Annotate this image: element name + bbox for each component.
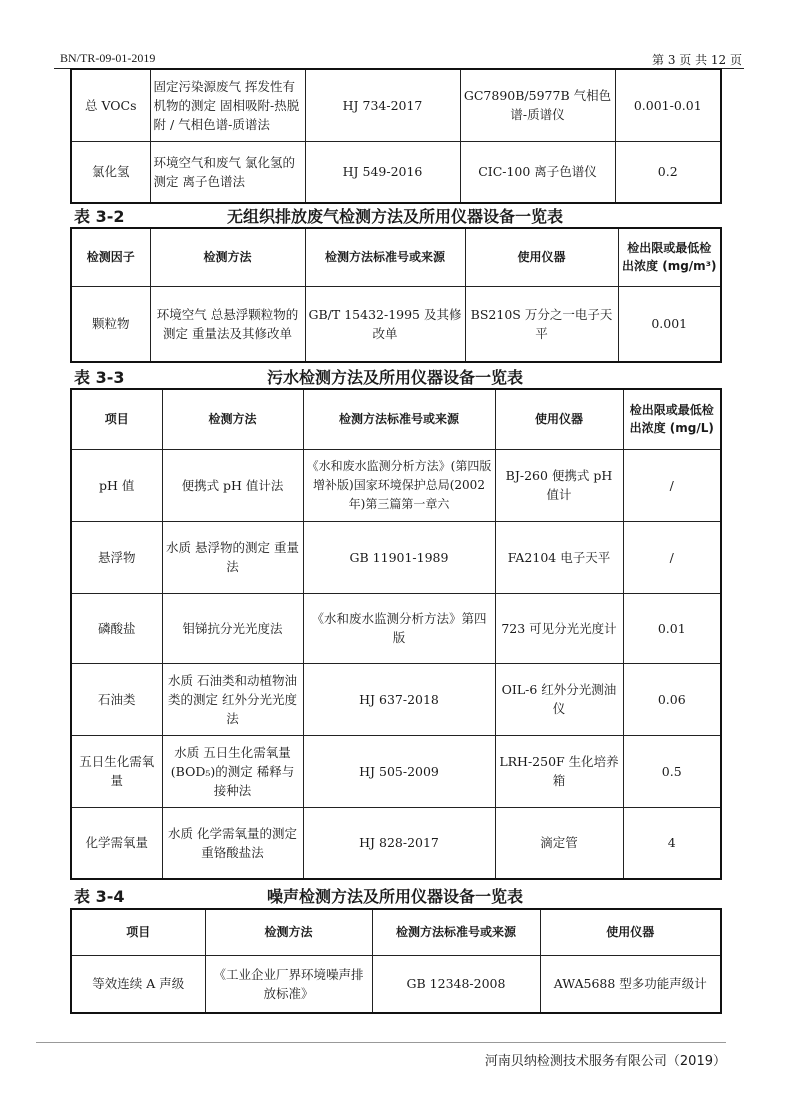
cell: OIL-6 红外分光测油仪 — [495, 663, 623, 735]
cell: 0.06 — [623, 663, 721, 735]
table-row — [71, 141, 721, 203]
page-footer — [485, 1050, 726, 1069]
table-row — [71, 593, 721, 663]
column-header: 检测因子 — [71, 228, 150, 286]
table-caption — [70, 364, 720, 386]
cell: GB 12348-2008 — [372, 955, 540, 1013]
table-row — [71, 521, 721, 593]
column-header: 使用仪器 — [465, 228, 618, 286]
table-title: 无组织排放废气检测方法及所用仪器设备一览表 — [226, 207, 563, 226]
table-title: 污水检测方法及所用仪器设备一览表 — [266, 368, 523, 387]
cell: / — [623, 521, 721, 593]
company-name: 河南贝纳检测技术服务有限公司（2019） — [484, 1054, 726, 1069]
column-header: 检出限或最低检出浓度 (mg/L) — [623, 389, 721, 449]
cell: 水质 五日生化需氧量(BOD₅)的测定 稀释与接种法 — [162, 735, 303, 807]
cell: 《水和废水监测分析方法》(第四版增补版)国家环境保护总局(2002 年)第三篇第一章六 — [303, 449, 495, 521]
column-header: 检出限或最低检出浓度 (mg/m³) — [618, 228, 721, 286]
cell: AWA5688 型多功能声级计 — [540, 955, 721, 1013]
table-row — [71, 807, 721, 879]
column-header: 检测方法 — [205, 909, 372, 955]
table-row — [71, 69, 721, 141]
cell: 0.5 — [623, 735, 721, 807]
cell: 《水和废水监测分析方法》第四版 — [303, 593, 495, 663]
cell: 环境空气 总悬浮颗粒物的测定 重量法及其修改单 — [150, 286, 305, 362]
cell: 颗粒物 — [71, 286, 150, 362]
cell: HJ 828-2017 — [303, 807, 495, 879]
page-header — [54, 50, 744, 69]
cell: 石油类 — [71, 663, 162, 735]
cell: 磷酸盐 — [71, 593, 162, 663]
cell: FA2104 电子天平 — [495, 521, 623, 593]
cell: 0.01 — [623, 593, 721, 663]
cell: 悬浮物 — [71, 521, 162, 593]
cell: LRH-250F 生化培养箱 — [495, 735, 623, 807]
table-number: 表 3-4 — [74, 887, 125, 906]
cell: HJ 637-2018 — [303, 663, 495, 735]
table-3-4 — [70, 908, 722, 1014]
table-row — [71, 735, 721, 807]
table-number: 表 3-2 — [74, 207, 125, 226]
cell: 0.2 — [615, 141, 721, 203]
table-3-2 — [70, 227, 722, 363]
cell: 五日生化需氧量 — [71, 735, 162, 807]
column-header: 项目 — [71, 389, 162, 449]
column-header: 检测方法 — [150, 228, 305, 286]
cell: HJ 549-2016 — [305, 141, 460, 203]
column-header: 检测方法标准号或来源 — [305, 228, 465, 286]
column-header: 检测方法 — [162, 389, 303, 449]
table-caption — [70, 203, 720, 225]
table-3-1-continued — [70, 68, 722, 204]
cell: 水质 化学需氧量的测定 重铬酸盐法 — [162, 807, 303, 879]
cell: 4 — [623, 807, 721, 879]
cell: 0.001-0.01 — [615, 69, 721, 141]
cell: BJ-260 便携式 pH 值计 — [495, 449, 623, 521]
table-number: 表 3-3 — [74, 368, 125, 387]
column-header: 使用仪器 — [540, 909, 721, 955]
cell: 化学需氧量 — [71, 807, 162, 879]
cell: 水质 石油类和动植物油类的测定 红外分光光度法 — [162, 663, 303, 735]
table-header-row — [71, 228, 721, 286]
cell: HJ 734-2017 — [305, 69, 460, 141]
cell: 氯化氢 — [71, 141, 150, 203]
table-row — [71, 449, 721, 521]
cell: 等效连续 A 声级 — [71, 955, 205, 1013]
cell: 环境空气和废气 氯化氢的测定 离子色谱法 — [150, 141, 305, 203]
cell: 0.001 — [618, 286, 721, 362]
column-header: 检测方法标准号或来源 — [372, 909, 540, 955]
cell: / — [623, 449, 721, 521]
cell: 便携式 pH 值计法 — [162, 449, 303, 521]
table-caption — [70, 883, 720, 905]
table-title: 噪声检测方法及所用仪器设备一览表 — [266, 887, 523, 906]
table-header-row — [71, 389, 721, 449]
table-row — [71, 286, 721, 362]
cell: 723 可见分光光度计 — [495, 593, 623, 663]
column-header: 使用仪器 — [495, 389, 623, 449]
page-number: 第 3 页 共 12 页 — [652, 53, 742, 67]
cell: 滴定管 — [495, 807, 623, 879]
cell: GB/T 15432-1995 及其修改单 — [305, 286, 465, 362]
cell: 水质 悬浮物的测定 重量法 — [162, 521, 303, 593]
footer-divider — [36, 1042, 726, 1043]
cell: GC7890B/5977B 气相色谱-质谱仪 — [460, 69, 615, 141]
table-header-row — [71, 909, 721, 955]
cell: CIC-100 离子色谱仪 — [460, 141, 615, 203]
column-header: 检测方法标准号或来源 — [303, 389, 495, 449]
cell: GB 11901-1989 — [303, 521, 495, 593]
cell: 《工业企业厂界环境噪声排放标准》 — [205, 955, 372, 1013]
cell: 总 VOCs — [71, 69, 150, 141]
cell: pH 值 — [71, 449, 162, 521]
cell: 钼锑抗分光光度法 — [162, 593, 303, 663]
table-row — [71, 663, 721, 735]
cell: BS210S 万分之一电子天平 — [465, 286, 618, 362]
document-code: BN/TR-09-01-2019 — [60, 51, 156, 65]
table-row — [71, 955, 721, 1013]
table-3-3 — [70, 388, 722, 880]
cell: HJ 505-2009 — [303, 735, 495, 807]
column-header: 项目 — [71, 909, 205, 955]
cell: 固定污染源废气 挥发性有机物的测定 固相吸附-热脱附 / 气相色谱-质谱法 — [150, 69, 305, 141]
